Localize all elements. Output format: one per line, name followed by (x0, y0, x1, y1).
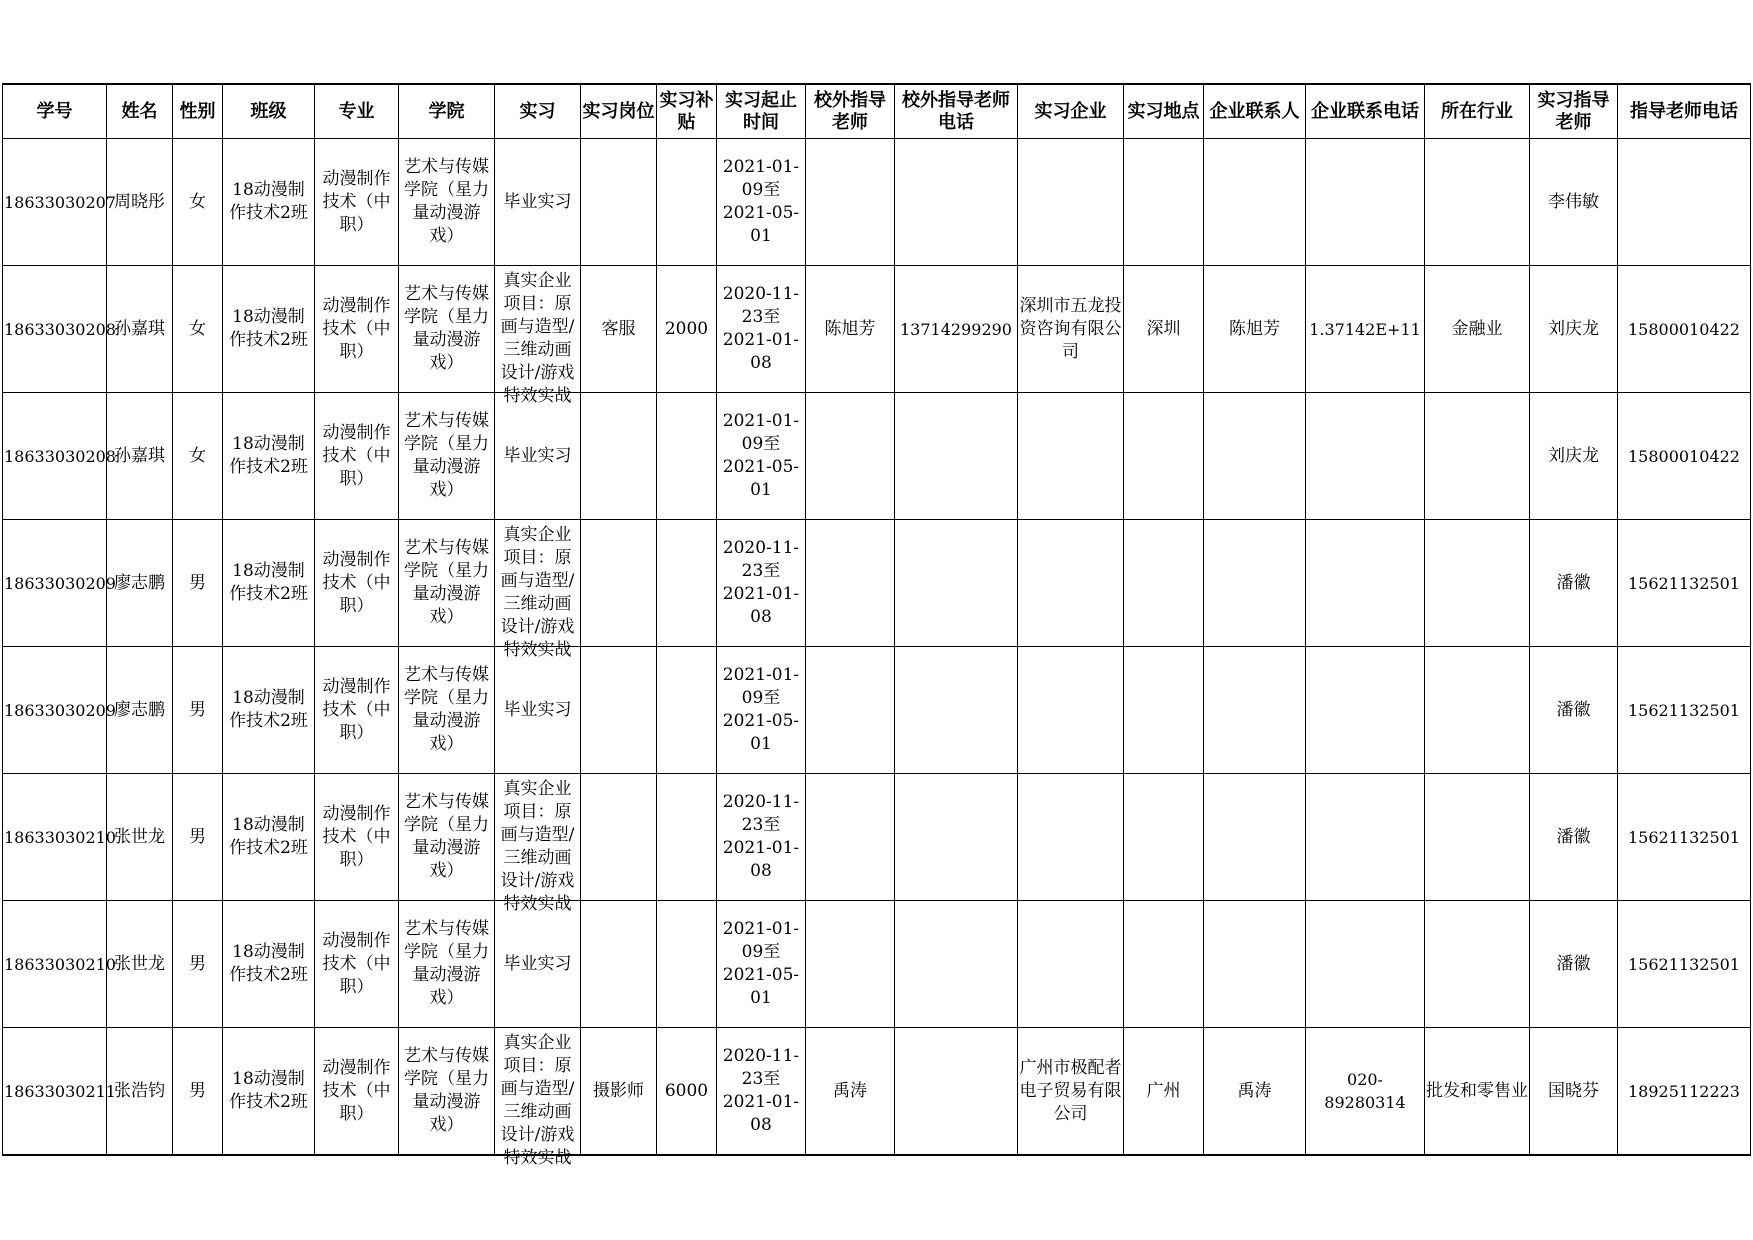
table-body (3, 139, 1751, 1168)
table-cell: 男 (173, 647, 223, 774)
table-cell: 2021-01-09至2021-05-01 (717, 647, 806, 774)
table-cell: 动漫制作技术（中职） (315, 647, 399, 774)
table-cell (806, 393, 895, 520)
table-cell (399, 647, 495, 774)
table-cell: 2020-11-23至2021-01-08 (717, 1028, 806, 1156)
table-cell: 广州市极配者电子贸易有限公司 (1018, 1028, 1124, 1156)
table-cell (657, 393, 717, 520)
table-cell (1425, 139, 1530, 266)
table-cell: 深圳市五龙投资咨询有限公司 (1018, 266, 1124, 393)
table-cell: 18动漫制作技术2班 (223, 266, 315, 393)
column-header: 实习 (495, 84, 581, 139)
cell-text: 艺术与传媒学院（星力量动漫游戏） (404, 157, 489, 246)
table-cell (495, 520, 581, 660)
column-header: 实习指导老师 (1530, 84, 1618, 139)
cell-text: 艺术与传媒学院（星力量动漫游戏） (404, 538, 489, 627)
table-cell (1425, 520, 1530, 647)
table-cell: 批发和零售业 (1425, 1028, 1530, 1156)
table-cell (806, 647, 895, 774)
table-cell (1425, 901, 1530, 1028)
table-cell (895, 520, 1018, 647)
table-cell: 男 (173, 901, 223, 1028)
column-header: 校外指导老师 (806, 84, 895, 139)
table-row (3, 520, 1751, 647)
cell-text: 毕业实习 (503, 953, 572, 974)
table-cell (806, 774, 895, 901)
column-header: 实习岗位 (581, 84, 657, 139)
table-cell (895, 647, 1018, 774)
column-header: 实习补贴 (657, 84, 717, 139)
table-cell: 18动漫制作技术2班 (223, 139, 315, 266)
table-cell: 男 (173, 520, 223, 647)
table-cell (581, 139, 657, 266)
column-header: 姓名 (107, 84, 173, 139)
table-cell: 13714299290 (895, 266, 1018, 393)
column-header: 指导老师电话 (1618, 84, 1751, 139)
table-cell: 陈旭芳 (1204, 266, 1306, 393)
table-cell (1018, 393, 1124, 520)
table-cell: 2021-01-09至2021-05-01 (717, 901, 806, 1028)
table-cell: 男 (173, 1028, 223, 1156)
table-cell (1425, 647, 1530, 774)
table-cell: 18925112223 (1618, 1028, 1751, 1156)
table-cell (1204, 393, 1306, 520)
table-cell (895, 774, 1018, 901)
table-cell: 动漫制作技术（中职） (315, 774, 399, 901)
table-row (3, 266, 1751, 393)
table-cell (1124, 520, 1204, 647)
table-cell: 2020-11-23至2021-01-08 (717, 266, 806, 393)
table-cell: 2021-01-09至2021-05-01 (717, 393, 806, 520)
table-row (3, 139, 1751, 266)
cell-text: 毕业实习 (503, 699, 572, 720)
table-cell: 孙嘉琪 (107, 266, 173, 393)
table-cell (657, 139, 717, 266)
column-header: 企业联系电话 (1306, 84, 1425, 139)
cell-text: 艺术与传媒学院（星力量动漫游戏） (404, 665, 489, 754)
table-cell (806, 901, 895, 1028)
table-cell (581, 647, 657, 774)
table-cell: 客服 (581, 266, 657, 393)
table-cell: 张世龙 (107, 774, 173, 901)
table-cell (1306, 139, 1425, 266)
table-cell (1124, 901, 1204, 1028)
table-cell (495, 139, 581, 266)
table-cell: 2021-01-09至2021-05-01 (717, 139, 806, 266)
column-header: 校外指导老师电话 (895, 84, 1018, 139)
table-row (3, 393, 1751, 520)
table-cell (1425, 393, 1530, 520)
table-cell: 张世龙 (107, 901, 173, 1028)
cell-text: 真实企业项目：原画与造型/三维动画设计/游戏特效实战 (500, 779, 575, 914)
table-cell (1618, 139, 1751, 266)
table-cell: 18633030210 (3, 774, 107, 901)
table-cell (1204, 520, 1306, 647)
table-cell: 陈旭芳 (806, 266, 895, 393)
table-cell (1306, 774, 1425, 901)
table-cell (895, 393, 1018, 520)
table-cell: 禹涛 (806, 1028, 895, 1156)
table-cell (399, 139, 495, 266)
table-cell: 广州 (1124, 1028, 1204, 1156)
table-cell (1306, 520, 1425, 647)
table-cell: 18动漫制作技术2班 (223, 647, 315, 774)
table-cell (495, 647, 581, 774)
column-header: 实习企业 (1018, 84, 1124, 139)
table-cell (581, 901, 657, 1028)
column-header: 所在行业 (1425, 84, 1530, 139)
table-cell: 孙嘉琪 (107, 393, 173, 520)
table-cell: 李伟敏 (1530, 139, 1618, 266)
cell-text: 真实企业项目：原画与造型/三维动画设计/游戏特效实战 (500, 1033, 575, 1168)
table-cell: 张浩钧 (107, 1028, 173, 1156)
cell-text: 艺术与传媒学院（星力量动漫游戏） (404, 919, 489, 1008)
table-cell: 15621132501 (1618, 520, 1751, 647)
header-row (3, 84, 1751, 139)
table-cell (1204, 774, 1306, 901)
cell-text: 艺术与传媒学院（星力量动漫游戏） (404, 792, 489, 881)
table-cell (895, 901, 1018, 1028)
table-row (3, 1028, 1751, 1156)
table-cell: 1.37142E+11 (1306, 266, 1425, 393)
table-cell (399, 901, 495, 1028)
table-cell: 金融业 (1425, 266, 1530, 393)
table-cell: 深圳 (1124, 266, 1204, 393)
column-header: 实习起止时间 (717, 84, 806, 139)
table-cell (399, 774, 495, 901)
table-cell (399, 520, 495, 647)
table-cell: 18动漫制作技术2班 (223, 1028, 315, 1156)
cell-text: 毕业实习 (503, 191, 572, 212)
table-cell: 国晓芬 (1530, 1028, 1618, 1156)
table-cell (1204, 139, 1306, 266)
table-cell: 动漫制作技术（中职） (315, 393, 399, 520)
table-cell (1124, 774, 1204, 901)
table-cell: 潘徽 (1530, 520, 1618, 647)
column-header: 学院 (399, 84, 495, 139)
table-cell (1124, 647, 1204, 774)
table-cell (1204, 901, 1306, 1028)
column-header: 学号 (3, 84, 107, 139)
table-cell: 廖志鹏 (107, 520, 173, 647)
table-cell (1018, 774, 1124, 901)
table-cell (1306, 393, 1425, 520)
table-cell: 18633030207 (3, 139, 107, 266)
table-cell (1306, 647, 1425, 774)
table-cell (895, 1028, 1018, 1156)
table-cell (1018, 647, 1124, 774)
table-cell (1018, 901, 1124, 1028)
table-cell: 动漫制作技术（中职） (315, 901, 399, 1028)
column-header: 班级 (223, 84, 315, 139)
table-cell (1204, 647, 1306, 774)
table-cell (1124, 139, 1204, 266)
table-cell (495, 901, 581, 1028)
table-cell (657, 647, 717, 774)
table-cell (657, 520, 717, 647)
table-cell (657, 774, 717, 901)
table-cell (495, 774, 581, 914)
cell-text: 真实企业项目：原画与造型/三维动画设计/游戏特效实战 (500, 271, 575, 406)
table-cell (1018, 520, 1124, 647)
table-cell: 周晓彤 (107, 139, 173, 266)
table-cell (806, 139, 895, 266)
table-cell: 2000 (657, 266, 717, 393)
table-cell (399, 1028, 495, 1156)
table-cell (895, 139, 1018, 266)
table-cell (1425, 774, 1530, 901)
table-cell: 18动漫制作技术2班 (223, 901, 315, 1028)
table-cell: 18633030211 (3, 1028, 107, 1156)
cell-text: 毕业实习 (503, 445, 572, 466)
table-cell: 2020-11-23至2021-01-08 (717, 520, 806, 647)
table-cell: 18动漫制作技术2班 (223, 520, 315, 647)
cell-text: 真实企业项目：原画与造型/三维动画设计/游戏特效实战 (500, 525, 575, 660)
table-cell (581, 774, 657, 901)
table-cell: 6000 (657, 1028, 717, 1156)
table-cell: 18633030208 (3, 266, 107, 393)
table-cell: 15621132501 (1618, 774, 1751, 901)
table-cell: 女 (173, 139, 223, 266)
internship-table (2, 83, 1751, 1168)
table-cell: 18动漫制作技术2班 (223, 393, 315, 520)
table-cell: 动漫制作技术（中职） (315, 1028, 399, 1156)
table-cell: 潘徽 (1530, 901, 1618, 1028)
table-cell (495, 1028, 581, 1168)
column-header: 性别 (173, 84, 223, 139)
table-cell (581, 520, 657, 647)
table-cell: 摄影师 (581, 1028, 657, 1156)
column-header: 专业 (315, 84, 399, 139)
table-cell: 15800010422 (1618, 393, 1751, 520)
table-cell: 15621132501 (1618, 901, 1751, 1028)
table-cell: 18633030209 (3, 647, 107, 774)
cell-text: 艺术与传媒学院（星力量动漫游戏） (404, 411, 489, 500)
table-cell (1124, 393, 1204, 520)
table-cell: 动漫制作技术（中职） (315, 139, 399, 266)
table-row (3, 901, 1751, 1028)
table-cell: 女 (173, 393, 223, 520)
table-cell: 刘庆龙 (1530, 393, 1618, 520)
table-cell (495, 393, 581, 520)
table-cell: 廖志鹏 (107, 647, 173, 774)
table-cell: 2020-11-23至2021-01-08 (717, 774, 806, 901)
table-cell (1306, 901, 1425, 1028)
table-cell: 动漫制作技术（中职） (315, 266, 399, 393)
table-cell: 18动漫制作技术2班 (223, 774, 315, 901)
table-row (3, 647, 1751, 774)
table-cell: 18633030210 (3, 901, 107, 1028)
table-cell (495, 266, 581, 406)
table-cell: 动漫制作技术（中职） (315, 520, 399, 647)
table-cell (399, 393, 495, 520)
table-cell: 18633030208 (3, 393, 107, 520)
table-cell: 15621132501 (1618, 647, 1751, 774)
column-header: 企业联系人 (1204, 84, 1306, 139)
cell-text: 艺术与传媒学院（星力量动漫游戏） (404, 284, 489, 373)
table-cell: 刘庆龙 (1530, 266, 1618, 393)
table-cell (806, 520, 895, 647)
table-cell (581, 393, 657, 520)
table-cell: 禹涛 (1204, 1028, 1306, 1156)
table-cell: 女 (173, 266, 223, 393)
table-cell (657, 901, 717, 1028)
table-cell: 潘徽 (1530, 774, 1618, 901)
table-cell: 男 (173, 774, 223, 901)
column-header: 实习地点 (1124, 84, 1204, 139)
table-cell: 020-89280314 (1306, 1028, 1425, 1156)
table-cell (1018, 139, 1124, 266)
table-row (3, 774, 1751, 901)
table-cell: 潘徽 (1530, 647, 1618, 774)
table-cell: 18633030209 (3, 520, 107, 647)
table-cell (399, 266, 495, 393)
cell-text: 艺术与传媒学院（星力量动漫游戏） (404, 1046, 489, 1135)
table-cell: 15800010422 (1618, 266, 1751, 393)
